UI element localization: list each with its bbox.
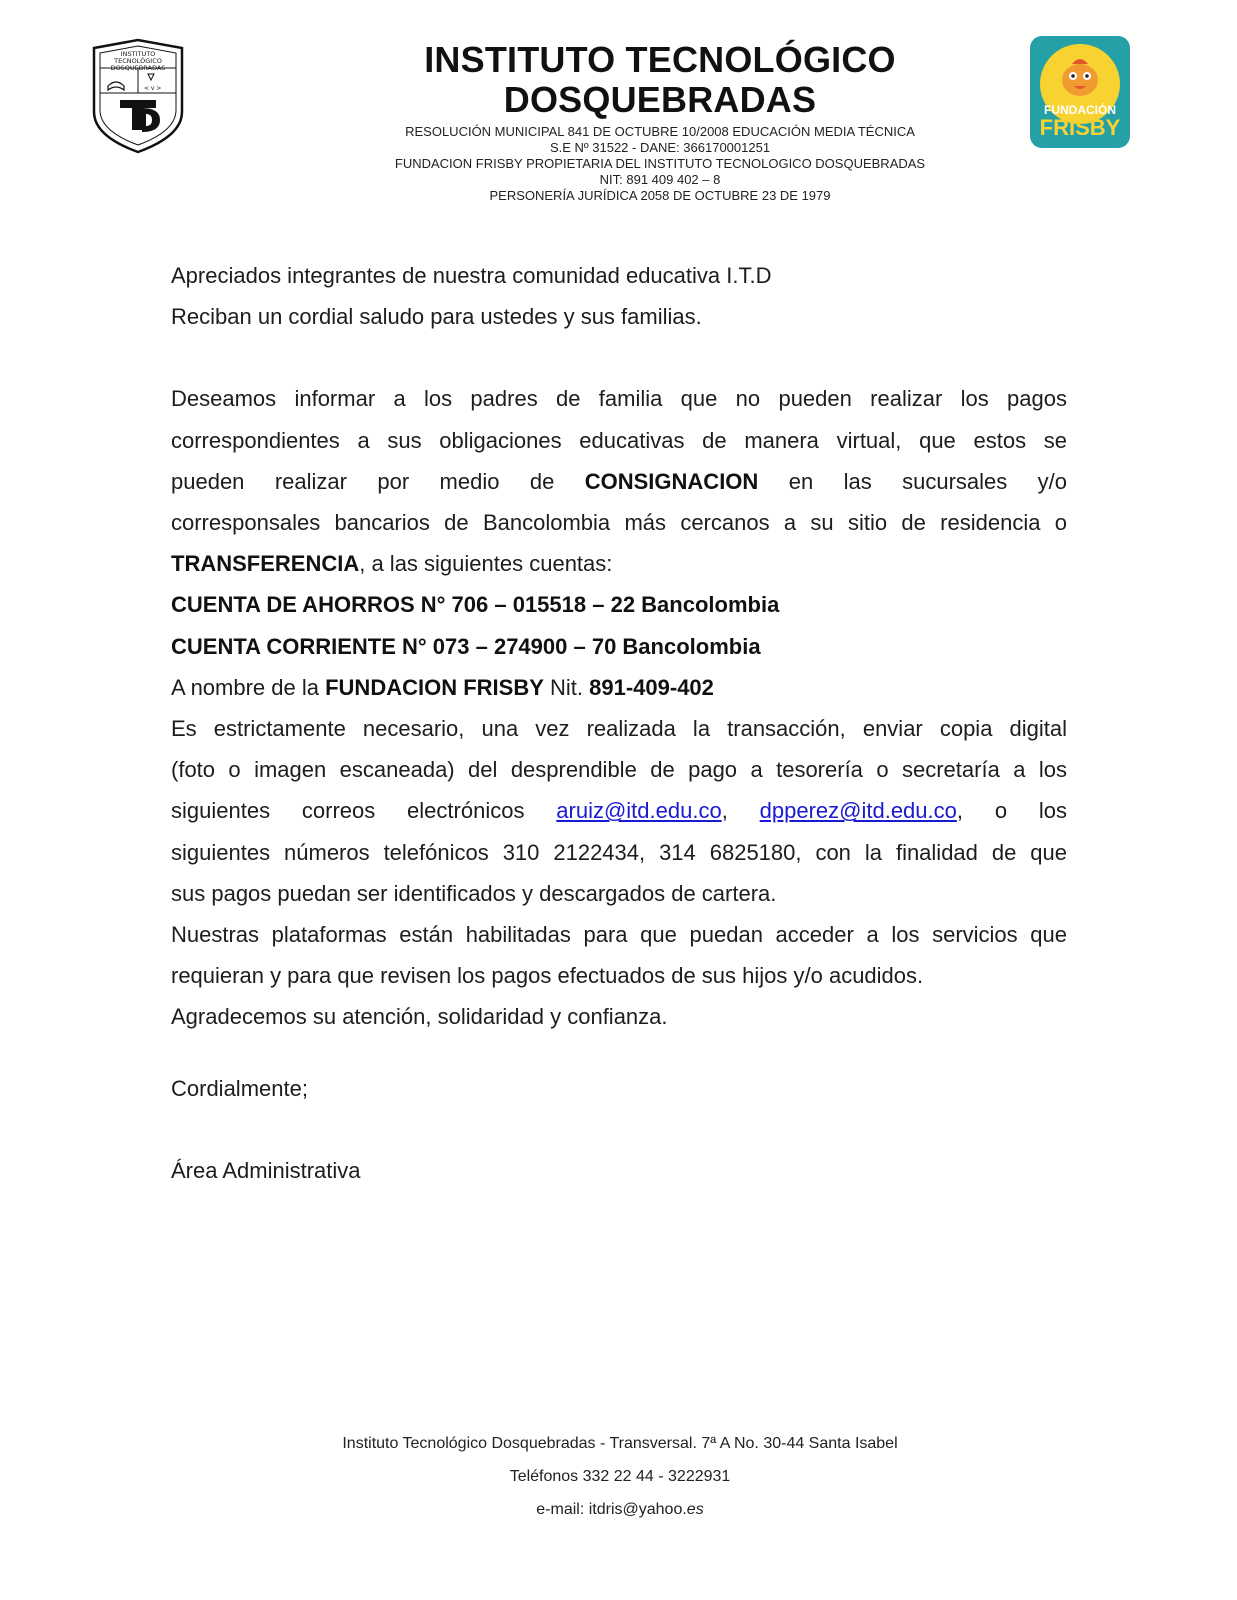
consignacion-keyword: CONSIGNACION: [584, 468, 759, 494]
svg-text:< v >: < v >: [144, 85, 162, 92]
checking-account: CUENTA CORRIENTE N° 073 – 274900 – 70 Bancolombia: [171, 633, 761, 659]
itd-crest-logo: [88, 38, 188, 154]
owner-line: FUNDACION FRISBY PROPIETARIA DEL INSTITUTO TECNOLOGICO DOSQUEBRADAS: [394, 156, 926, 171]
page-footer: [180, 1427, 1060, 1526]
email-link-dpperez[interactable]: dpperez@itd.edu.co: [759, 798, 957, 824]
paragraph-line: requieran y para que revisen los pagos efectuados de sus hijos y/o acudidos.: [171, 963, 924, 989]
nit-line: NIT: 891 409 402 – 8: [599, 172, 721, 187]
legal-status-line: PERSONERÍA JURÍDICA 2058 DE OCTUBRE 23 DE 1979: [489, 188, 831, 203]
paragraph-line: Deseamos informar a los padres de familia que no pueden realizar los pagos: [171, 386, 1067, 412]
savings-account: CUENTA DE AHORROS N° 706 – 015518 – 22 Bancolombia: [171, 592, 780, 618]
frisby-logo-text: FUNDACIÓN FRISBY: [1039, 103, 1121, 140]
fundacion-frisby-logo: [1030, 36, 1130, 148]
paragraph-line: siguientes correos electrónicos aruiz@itd.edu.co, dpperez@itd.edu.co, o los: [171, 798, 1067, 824]
resolution-line: RESOLUCIÓN MUNICIPAL 841 DE OCTUBRE 10/2008 EDUCACIÓN MEDIA TÉCNICA: [405, 124, 915, 139]
paragraph-line: (foto o imagen escaneada) del desprendible de pago a tesorería o secretaría a los: [171, 757, 1067, 783]
paragraph-line: pueden realizar por medio de CONSIGNACION en las sucursales y/o: [171, 468, 1068, 494]
paragraph-line: Nuestras plataformas están habilitadas para que puedan acceder a los servicios que: [171, 922, 1067, 948]
paragraph-line: TRANSFERENCIA, a las siguientes cuentas:: [171, 551, 613, 577]
salutation-line: Reciban un cordial saludo para ustedes y sus familias.: [171, 304, 702, 330]
closing-line: Cordialmente;: [171, 1075, 308, 1101]
transferencia-keyword: TRANSFERENCIA: [171, 551, 360, 577]
dane-line: S.E Nº 31522 - DANE: 366170001251: [549, 140, 771, 155]
signature-line: Área Administrativa: [171, 1157, 361, 1183]
paragraph-line: sus pagos puedan ser identificados y descargados de cartera.: [171, 880, 777, 906]
paragraph-line: corresponsales bancarios de Bancolombia más cercanos a su sitio de residencia o: [171, 510, 1067, 536]
footer-email: e-mail: itdris@yahoo.es: [536, 1501, 704, 1518]
footer-address: Instituto Tecnológico Dosquebradas - Transversal. 7ª A No. 30-44 Santa Isabel: [342, 1435, 898, 1452]
letter-body: [171, 255, 1067, 1191]
paragraph-line: Agradecemos su atención, solidaridad y confianza.: [171, 1004, 668, 1030]
paragraph-line: Es estrictamente necesario, una vez realizada la transacción, enviar copia digital: [171, 716, 1067, 742]
paragraph-line: siguientes números telefónicos 310 2122434, 314 6825180, con la finalidad de que: [171, 839, 1067, 865]
crest-text: INSTITUTO TECNOLÓGICO DOSQUEBRADAS: [110, 50, 166, 72]
institution-name-line2: DOSQUEBRADAS: [503, 79, 817, 120]
paragraph-line: correspondientes a sus obligaciones educativas de manera virtual, que estos se: [171, 427, 1067, 453]
institution-name-line1: INSTITUTO TECNOLÓGICO: [424, 39, 896, 80]
email-link-aruiz[interactable]: aruiz@itd.edu.co: [556, 798, 722, 824]
account-holder: A nombre de la FUNDACION FRISBY Nit. 891-409-402: [171, 674, 714, 700]
letterhead: [300, 40, 1020, 204]
footer-phones: Teléfonos 332 22 44 - 3222931: [509, 1468, 731, 1485]
greeting-line: Apreciados integrantes de nuestra comunidad educativa I.T.D: [171, 263, 772, 288]
